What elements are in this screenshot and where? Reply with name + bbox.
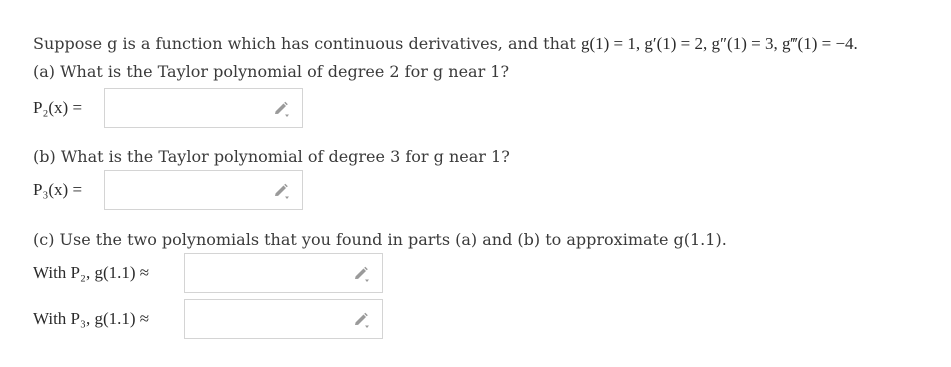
with-p3-answer-box: [184, 299, 383, 339]
part-a-question: (a) What is the Taylor polynomial of degree 2 for g near 1?: [33, 62, 510, 81]
with-p3-label: With P₃, g(1.1) ≈: [33, 309, 150, 328]
problem-givens: g(1) = 1, g′(1) = 2, g″(1) = 3, g‴(1) = −4.: [580, 34, 858, 53]
part-b-question: (b) What is the Taylor polynomial of degree 3 for g near 1?: [33, 147, 510, 166]
problem-intro: [33, 34, 858, 54]
pencil-edit-icon[interactable]: [272, 100, 290, 118]
with-p2-answer-box: [184, 253, 383, 293]
pencil-edit-icon[interactable]: [352, 265, 370, 283]
p3-row: [33, 169, 82, 211]
pencil-edit-icon[interactable]: [272, 182, 290, 200]
problem-intro-text: Suppose g is a function which has continuous derivatives, and that: [33, 34, 576, 53]
with-p2-label: With P₂, g(1.1) ≈: [33, 263, 150, 282]
p3-label: P₃(x) =: [33, 180, 83, 199]
pencil-edit-icon[interactable]: [352, 311, 370, 329]
with-p3-row: [33, 298, 149, 340]
p3-answer-box: [104, 170, 303, 210]
p2-row: [33, 87, 82, 129]
p2-answer-box: [104, 88, 303, 128]
p2-label: P₂(x) =: [33, 98, 83, 117]
with-p2-row: [33, 252, 149, 294]
part-c-question: (c) Use the two polynomials that you found in parts (a) and (b) to approximate g(1.1).: [33, 230, 727, 249]
